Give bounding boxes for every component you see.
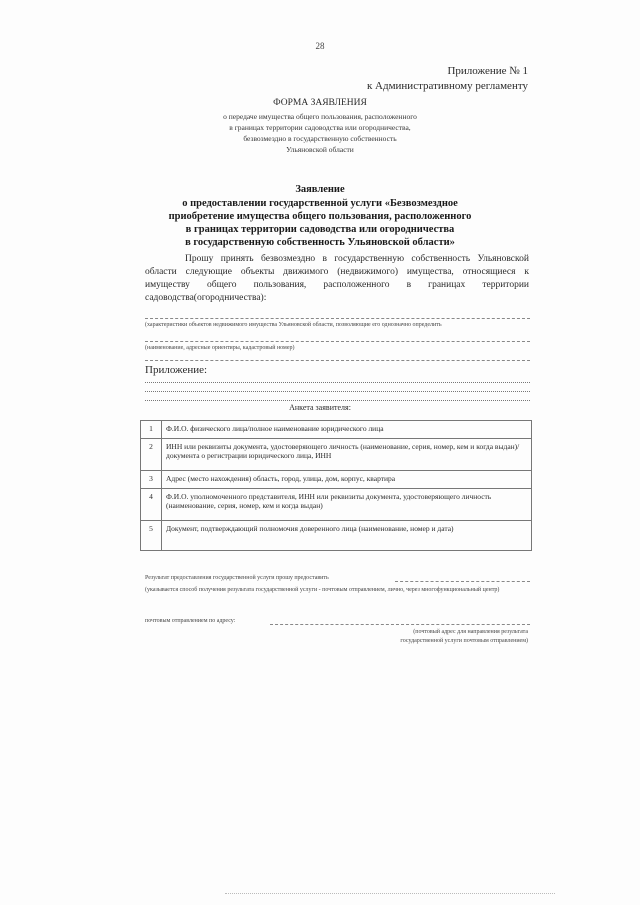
anketa-row-number: 4 (141, 489, 162, 521)
statement-line3: в границах территории садоводства или огородничества (185, 224, 455, 235)
scan-edge-line (225, 893, 555, 894)
anketa-table (140, 420, 532, 551)
form-title: ФОРМА ЗАЯВЛЕНИЯ (273, 98, 367, 108)
names-fill-line[interactable] (145, 341, 530, 342)
statement-line2: приобретение имущества общего пользования, расположенного (168, 211, 472, 222)
appendix-title: Приложение № 1 (447, 65, 528, 77)
names-hint: (наименование, адресные ориентиры, кадастровый номер) (145, 345, 295, 351)
separator-line (145, 360, 530, 361)
mail-hint-1: (почтовый адрес для направления результата (413, 629, 528, 635)
mail-hint-2: государственной услуги почтовым отправлением) (400, 638, 528, 644)
anketa-row-field[interactable]: Ф.И.О. уполномоченного представителя, ИНН или реквизиты документа, удостоверяющего личность (наименование, серия, номер, кем и когда выдан) (162, 489, 532, 521)
statement-line4: в государственную собственность Ульяновской области» (185, 237, 455, 248)
page-number: 28 (315, 41, 325, 51)
anketa-row-number: 1 (141, 421, 162, 439)
result-text: Результат предоставления государственной услуги прошу предоставить (145, 575, 329, 581)
anketa-title: Анкета заявителя: (289, 403, 351, 412)
form-header-line2: в границах территории садоводства или огородничества, (229, 123, 411, 132)
request-text: Прошу принять безвозмездно в государственную собственность Ульяновской области следующие объекты движимого (недвижимого) имущества, относящиеся к имуществу общего пользования, расположенного в границах территории садоводства(огородничества): (145, 254, 529, 303)
anketa-row (141, 471, 532, 489)
anketa-row-number: 2 (141, 439, 162, 471)
attachment-line-3[interactable] (145, 400, 530, 401)
anketa-row-number: 3 (141, 471, 162, 489)
mail-label: почтовым отправлением по адресу: (145, 618, 236, 624)
anketa-row (141, 521, 532, 551)
anketa-row-field[interactable]: Документ, подтверждающий полномочия доверенного лица (наименование, номер и дата) (162, 521, 532, 551)
appendix-subtitle: к Административному регламенту (366, 80, 528, 92)
anketa-row (141, 489, 532, 521)
statement-line1: о предоставлении государственной услуги «Безвозмездное (182, 198, 458, 209)
attachment-label: Приложение: (145, 364, 208, 376)
anketa-row (141, 421, 532, 439)
anketa-row-field[interactable]: ИНН или реквизиты документа, удостоверяющего личность (наименование, серия, номер, кем и когда выдан)/документа о регистрации юридического лица, ИНН (162, 439, 532, 471)
objects-hint: (характеристики объектов недвижимого имущества Ульяновской области, позволяющие его однозначно определить (145, 322, 442, 328)
anketa-row-number: 5 (141, 521, 162, 551)
result-fill-line[interactable] (395, 581, 530, 582)
request-paragraph (145, 253, 529, 305)
objects-fill-line[interactable] (145, 318, 530, 319)
form-header-line3: безвозмездно в государственную собственность (243, 134, 397, 143)
anketa-row-field[interactable]: Адрес (место нахождения) область, город, улица, дом, корпус, квартира (162, 471, 532, 489)
result-hint: (указывается способ получения результата государственной услуги - почтовым отправлением, лично, через многофункциональный центр) (145, 587, 500, 593)
form-header-line1: о передаче имущества общего пользования, расположенного (223, 112, 417, 121)
anketa-row-field[interactable]: Ф.И.О. физического лица/полное наименование юридического лица (162, 421, 532, 439)
anketa-row (141, 439, 532, 471)
attachment-line-1[interactable] (145, 382, 530, 383)
attachment-line-2[interactable] (145, 391, 530, 392)
mail-fill-line[interactable] (270, 624, 530, 625)
form-header-line4: Ульяновской области (286, 145, 354, 154)
statement-title: Заявление (295, 184, 345, 195)
